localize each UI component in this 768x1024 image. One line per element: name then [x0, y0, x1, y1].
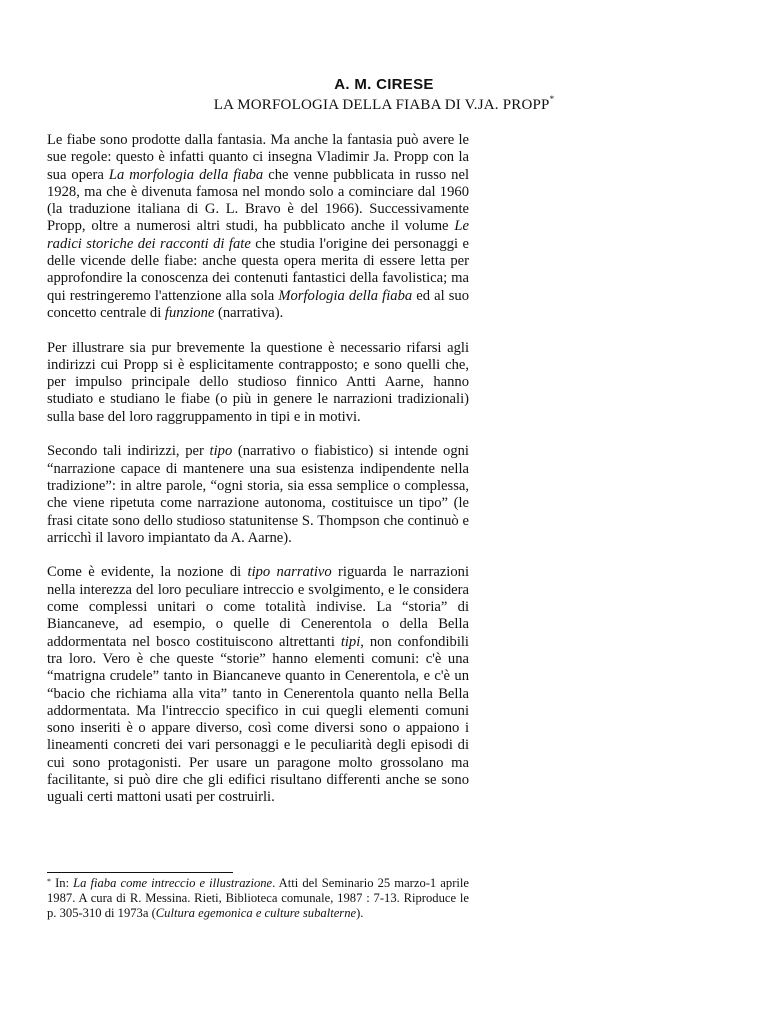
italic-title-morfologia-2: Morfologia della fiaba: [278, 287, 413, 304]
italic-term-tipo: tipo: [209, 443, 233, 460]
document-body: [47, 132, 469, 824]
italic-title-morfologia: La morfologia della fiaba: [108, 166, 264, 183]
italic-term-tipo-narrativo: tipo narrativo: [247, 564, 332, 581]
document-title: [0, 94, 768, 114]
paragraph-1-text-e: (narrativa).: [214, 304, 284, 321]
paragraph-1-text-c: che studia l'origine dei personaggi e delle vicende delle fiabe: anche questa opera merita di essere letta per approfondire la conoscenza dei contenuti fantastici della favolistica; ma qui restringeremo l'attenzione alla sola: [47, 235, 469, 304]
paragraph-1: [47, 132, 469, 322]
paragraph-4-text-c: , non confondibili tra loro. Vero è che queste “storie” hanno elementi comuni: c'è una “matrigna crudele” tanto in Biancaneve quanto in Cenerentola, e c'è un “bacio che richiama alla vita” tanto in Cenerentola quanto nella Bella addormentata. Ma l'intreccio specifico in cui quegli elementi comuni sono inseriti è o appare diverso, così come diversi sono o appaiono i lineamenti concreti dei vari personaggi e le peculiarità degli episodi di cui sono protagonisti. Per usare un paragone molto grossolano ma facilitante, si può dire che gli edifici risultano differenti anche se sono uguali certi mattoni usati per costruirli.: [47, 633, 469, 806]
paragraph-3-text-a: Secondo tali indirizzi, per: [47, 443, 210, 460]
paragraph-4: [47, 564, 469, 806]
footnote-italic-fiaba: La fiaba come intreccio e illustrazione: [73, 876, 273, 890]
title-text: LA MORFOLOGIA DELLA FIABA DI V.JA. PROPP: [213, 97, 550, 113]
footnote-text-a: In:: [51, 876, 74, 890]
title-footnote-marker[interactable]: *: [549, 94, 555, 104]
footnote-italic-cultura: Cultura egemonica e culture subalterne: [155, 906, 357, 921]
paragraph-1-text-d: ed al suo concetto centrale di: [47, 287, 469, 321]
italic-title-radici: Le radici storiche dei racconti di fate: [47, 218, 469, 252]
author-name: A. M. CIRESE: [334, 76, 434, 93]
footnote-marker: *: [47, 877, 51, 886]
paragraph-4-text-b: riguarda le narrazioni nella interezza del loro peculiare intreccio e svolgimento, e le considera come complessi unitari o come totalità indivise. La “storia” di Biancaneve, ad esempio, o quelle di Cenerentola o della Bella addormentata nel bosco costituiscono altrettanti: [47, 564, 469, 650]
paragraph-1-text-b: che venne pubblicata in russo nel 1928, ma che è divenuta famosa nel mondo solo a cominciare dal 1960 (la traduzione italiana di G. L. Bravo è del 1966). Successivamente Propp, oltre a numerosi altri studi, ha pubblicato anche il volume: [47, 166, 469, 235]
footnote-text-c: ).: [356, 906, 364, 921]
footnote-separator: [47, 872, 233, 873]
paragraph-1-text-a: Le fiabe sono prodotte dalla fantasia. Ma anche la fantasia può avere le sue regole: questo è infatti quanto ci insegna Vladimir Ja. Propp con la sua opera: [47, 132, 469, 183]
footnote-text-b: . Atti del Seminario 25 marzo-1 aprile 1987. A cura di R. Messina. Rieti, Biblioteca comunale, 1987 : 7-13. Riproduce le p. 305-310 di 1973a (: [47, 876, 469, 921]
italic-term-funzione: funzione: [164, 304, 215, 321]
paragraph-3: [47, 443, 469, 547]
paragraph-2: Per illustrare sia pur brevemente la questione è necessario rifarsi agli indirizzi cui Propp si è esplicitamente contrapposto; e sono quelli che, per impulso principale dello studioso finnico Antti Aarne, hanno studiato e studiano le fiabe (o più in genere le narrazioni tradizionali) sulla base del loro raggruppamento in tipi e in motivi.: [47, 339, 469, 425]
paragraph-4-text-a: Come è evidente, la nozione di: [47, 564, 248, 581]
paragraph-3-text-b: (narrativo o fiabistico) si intende ogni “narrazione capace di mantenere una sua esistenza indipendente nella tradizione”: in altre parole, “ogni storia, sia essa semplice o complessa, che viene ripetuta come narrazione autonoma, costituisce un tipo” (le frasi citate sono dello studioso statunitense S. Thompson che continuò e arricchì il lavoro impiantato da A. Aarne).: [47, 443, 469, 546]
italic-term-tipi: tipi: [340, 633, 361, 650]
footnote: [47, 876, 469, 922]
